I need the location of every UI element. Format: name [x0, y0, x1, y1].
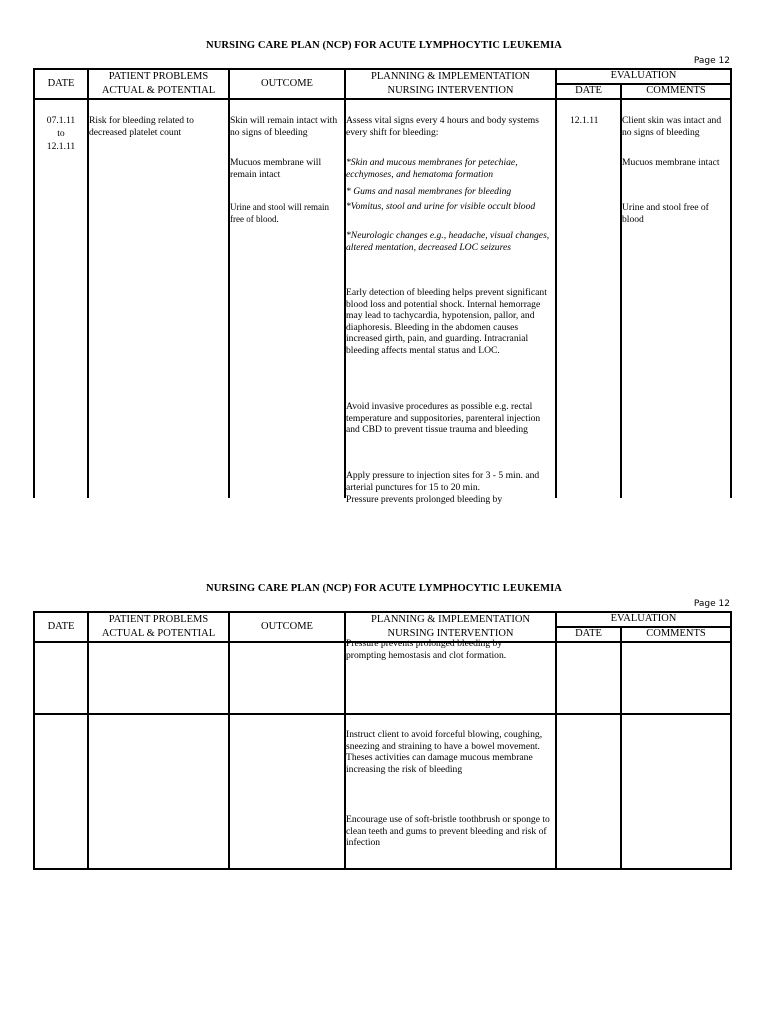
rationale-early-detection: Early detection of bleeding helps prevent significant blood loss and potential shock. Internal hemorrage may lead to tachycardia, hypotension, pallor, and diaphoresis. Bleeding in the abdomen causes increased girth, pain, and guarding. Intracranial bleeding affects mental status and LOC.	[346, 287, 547, 356]
header-eval-comments-2: COMMENTS	[646, 628, 706, 639]
date-range: 07.1.11 to 12.1.11	[46, 115, 76, 152]
document-title-2: NURSING CARE PLAN (NCP) FOR ACUTE LYMPHOCYTIC LEUKEMIA	[206, 583, 562, 594]
page-number-2: Page 12	[693, 599, 730, 609]
intervention-cut-off: Pressure prevents prolonged bleeding by	[346, 494, 503, 505]
header-date: DATE	[47, 78, 75, 89]
intervention-avoid-invasive: Avoid invasive procedures as possible e.g. rectal temperature and suppositories, parenteral injection and CBD to prevent tissue trauma and bleeding	[346, 401, 541, 435]
document-title: NURSING CARE PLAN (NCP) FOR ACUTE LYMPHOCYTIC LEUKEMIA	[206, 40, 562, 51]
outcome-2: Mucuos membrane will remain intact	[230, 157, 322, 180]
intervention-apply-pressure: Apply pressure to injection sites for 3 - 5 min. and arterial punctures for 15 to 20 min.	[346, 470, 540, 493]
header-eval-date: DATE	[575, 85, 602, 96]
header-planning: PLANNING & IMPLEMENTATION NURSING INTERVENTION	[371, 71, 530, 96]
intervention-continued: Pressure prevents prolonged bleeding by prompting hemostasis and clot formation.	[346, 638, 507, 661]
header-outcome: OUTCOME	[261, 78, 313, 89]
comment-2: Mucuos membrane intact	[622, 157, 720, 168]
eval-date: 12.1.11	[570, 115, 599, 126]
comment-1: Client skin was intact and no signs of bleeding	[622, 115, 722, 138]
comment-3: Urine and stool free of blood	[622, 202, 709, 225]
intervention-soft-toothbrush: Encourage use of soft-bristle toothbrush or sponge to clean teeth and gums to prevent bleeding and risk of infection	[346, 814, 550, 848]
header-evaluation-2: EVALUATION	[610, 613, 677, 624]
header-outcome-2: OUTCOME	[261, 621, 313, 632]
outcome-3: Urine and stool will remain free of blood.	[230, 202, 329, 224]
intervention-vomitus: *Vomitus, stool and urine for visible occult blood	[346, 201, 536, 212]
intervention-neurologic: *Neurologic changes e.g., headache, visual changes, altered mentation, decreased LOC seizures	[346, 230, 550, 253]
header-eval-date-2: DATE	[575, 628, 602, 639]
header-date-2: DATE	[47, 621, 75, 632]
page-number: Page 12	[693, 56, 730, 66]
intervention-skin: *Skin and mucous membranes for petechiae, ecchymoses, and hematoma formation	[346, 157, 518, 180]
intervention-assess: Assess vital signs every 4 hours and body systems every shift for bleeding:	[346, 115, 539, 138]
header-evaluation: EVALUATION	[610, 70, 677, 81]
outcome-1: Skin will remain intact with no signs of bleeding	[230, 115, 338, 138]
intervention-gums: * Gums and nasal membranes for bleeding	[346, 186, 512, 197]
header-planning-2: PLANNING & IMPLEMENTATION NURSING INTERVENTION	[371, 614, 530, 639]
header-problems: PATIENT PROBLEMS ACTUAL & POTENTIAL	[101, 71, 216, 96]
header-eval-comments: COMMENTS	[646, 85, 706, 96]
header-problems-2: PATIENT PROBLEMS ACTUAL & POTENTIAL	[101, 614, 216, 639]
patient-problem: Risk for bleeding related to decreased platelet count	[89, 115, 194, 138]
intervention-avoid-straining: Instruct client to avoid forceful blowing, coughing, sneezing and straining to have a bowel movement. Theses activities can damage mucous membrane increasing the risk of bleeding	[346, 729, 543, 775]
